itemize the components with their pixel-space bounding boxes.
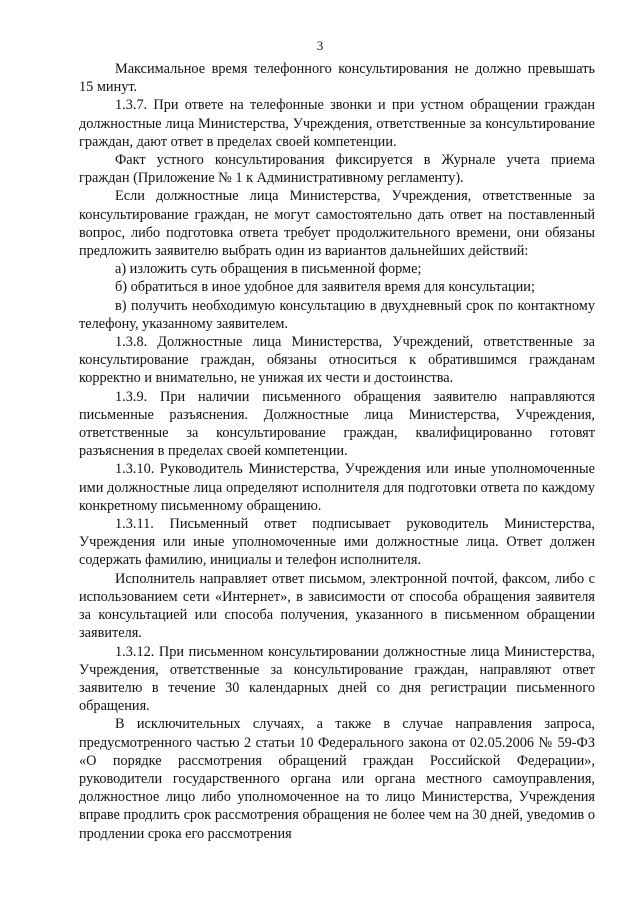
paragraph: 1.3.8. Должностные лица Министерства, Учреждений, ответственные за консультирование граждан, обязаны относиться к обратившимся гражданам корректно и внимательно, не унижая их чести и достоинства. bbox=[79, 334, 595, 387]
paragraph: 1.3.12. При письменном консультировании должностные лица Министерства, Учреждения, ответственные за консультирование граждан, направляют ответ заявителю в течение 30 календарных дней со дня регистрации письменного обращения. bbox=[79, 643, 595, 715]
paragraph: Исполнитель направляет ответ письмом, электронной почтой, факсом, либо с использованием сети «Интернет», в зависимости от способа обращения заявителя за консультацией или способа получения, указанного в письменном обращении заявителя. bbox=[79, 570, 595, 642]
page-number: 3 bbox=[316, 38, 324, 53]
paragraph: Факт устного консультирования фиксируется в Журнале учета приема граждан (Приложение № 1 к Административному регламенту). bbox=[79, 152, 595, 187]
list-item: б) обратиться в иное удобное для заявителя время для консультации; bbox=[115, 279, 535, 296]
document-body bbox=[79, 60, 595, 843]
paragraph: 1.3.7. При ответе на телефонные звонки и при устном обращении граждан должностные лица Министерства, Учреждения, ответственные за консультирование граждан, дают ответ в пределах своей компетенции. bbox=[79, 97, 595, 150]
paragraph: Если должностные лица Министерства, Учреждения, ответственные за консультирование граждан, не могут самостоятельно дать ответ на поставленный вопрос, либо подготовка ответа требует продолжительного времени, они обязаны предложить заявителю выбрать один из вариантов дальнейших действий: bbox=[79, 188, 595, 260]
paragraph: 1.3.10. Руководитель Министерства, Учреждения или иные уполномоченные ими должностные лица определяют исполнителя для подготовки ответа по каждому конкретному письменному обращению. bbox=[79, 461, 595, 514]
paragraph: Максимальное время телефонного консультирования не должно превышать 15 минут. bbox=[79, 61, 595, 96]
paragraph: 1.3.11. Письменный ответ подписывает руководитель Министерства, Учреждения или иные уполномоченные ими должностные лица. Ответ должен содержать фамилию, инициалы и телефон исполнителя. bbox=[79, 516, 595, 569]
list-item: в) получить необходимую консультацию в двухдневный срок по контактному телефону, указанному заявителем. bbox=[79, 297, 595, 332]
paragraph: 1.3.9. При наличии письменного обращения заявителю направляются письменные разъяснения. Должностные лица Министерства, Учреждения, ответственные за консультирование граждан, квалифицированно готовят разъяснения в пределах своей компетенции. bbox=[79, 388, 595, 460]
paragraph: В исключительных случаях, а также в случае направления запроса, предусмотренного частью 2 статьи 10 Федерального закона от 02.05.2006 № 59-ФЗ «О порядке рассмотрения обращений граждан Российской Федерации», руководители государственного органа или органа местного самоуправления, должностное лицо либо уполномоченное на то лицо Министерства, Учреждения вправе продлить срок рассмотрения обращения не более чем на 30 дней, уведомив о продлении срока его рассмотрения bbox=[79, 716, 595, 842]
list-item: а) изложить суть обращения в письменной форме; bbox=[115, 261, 422, 278]
